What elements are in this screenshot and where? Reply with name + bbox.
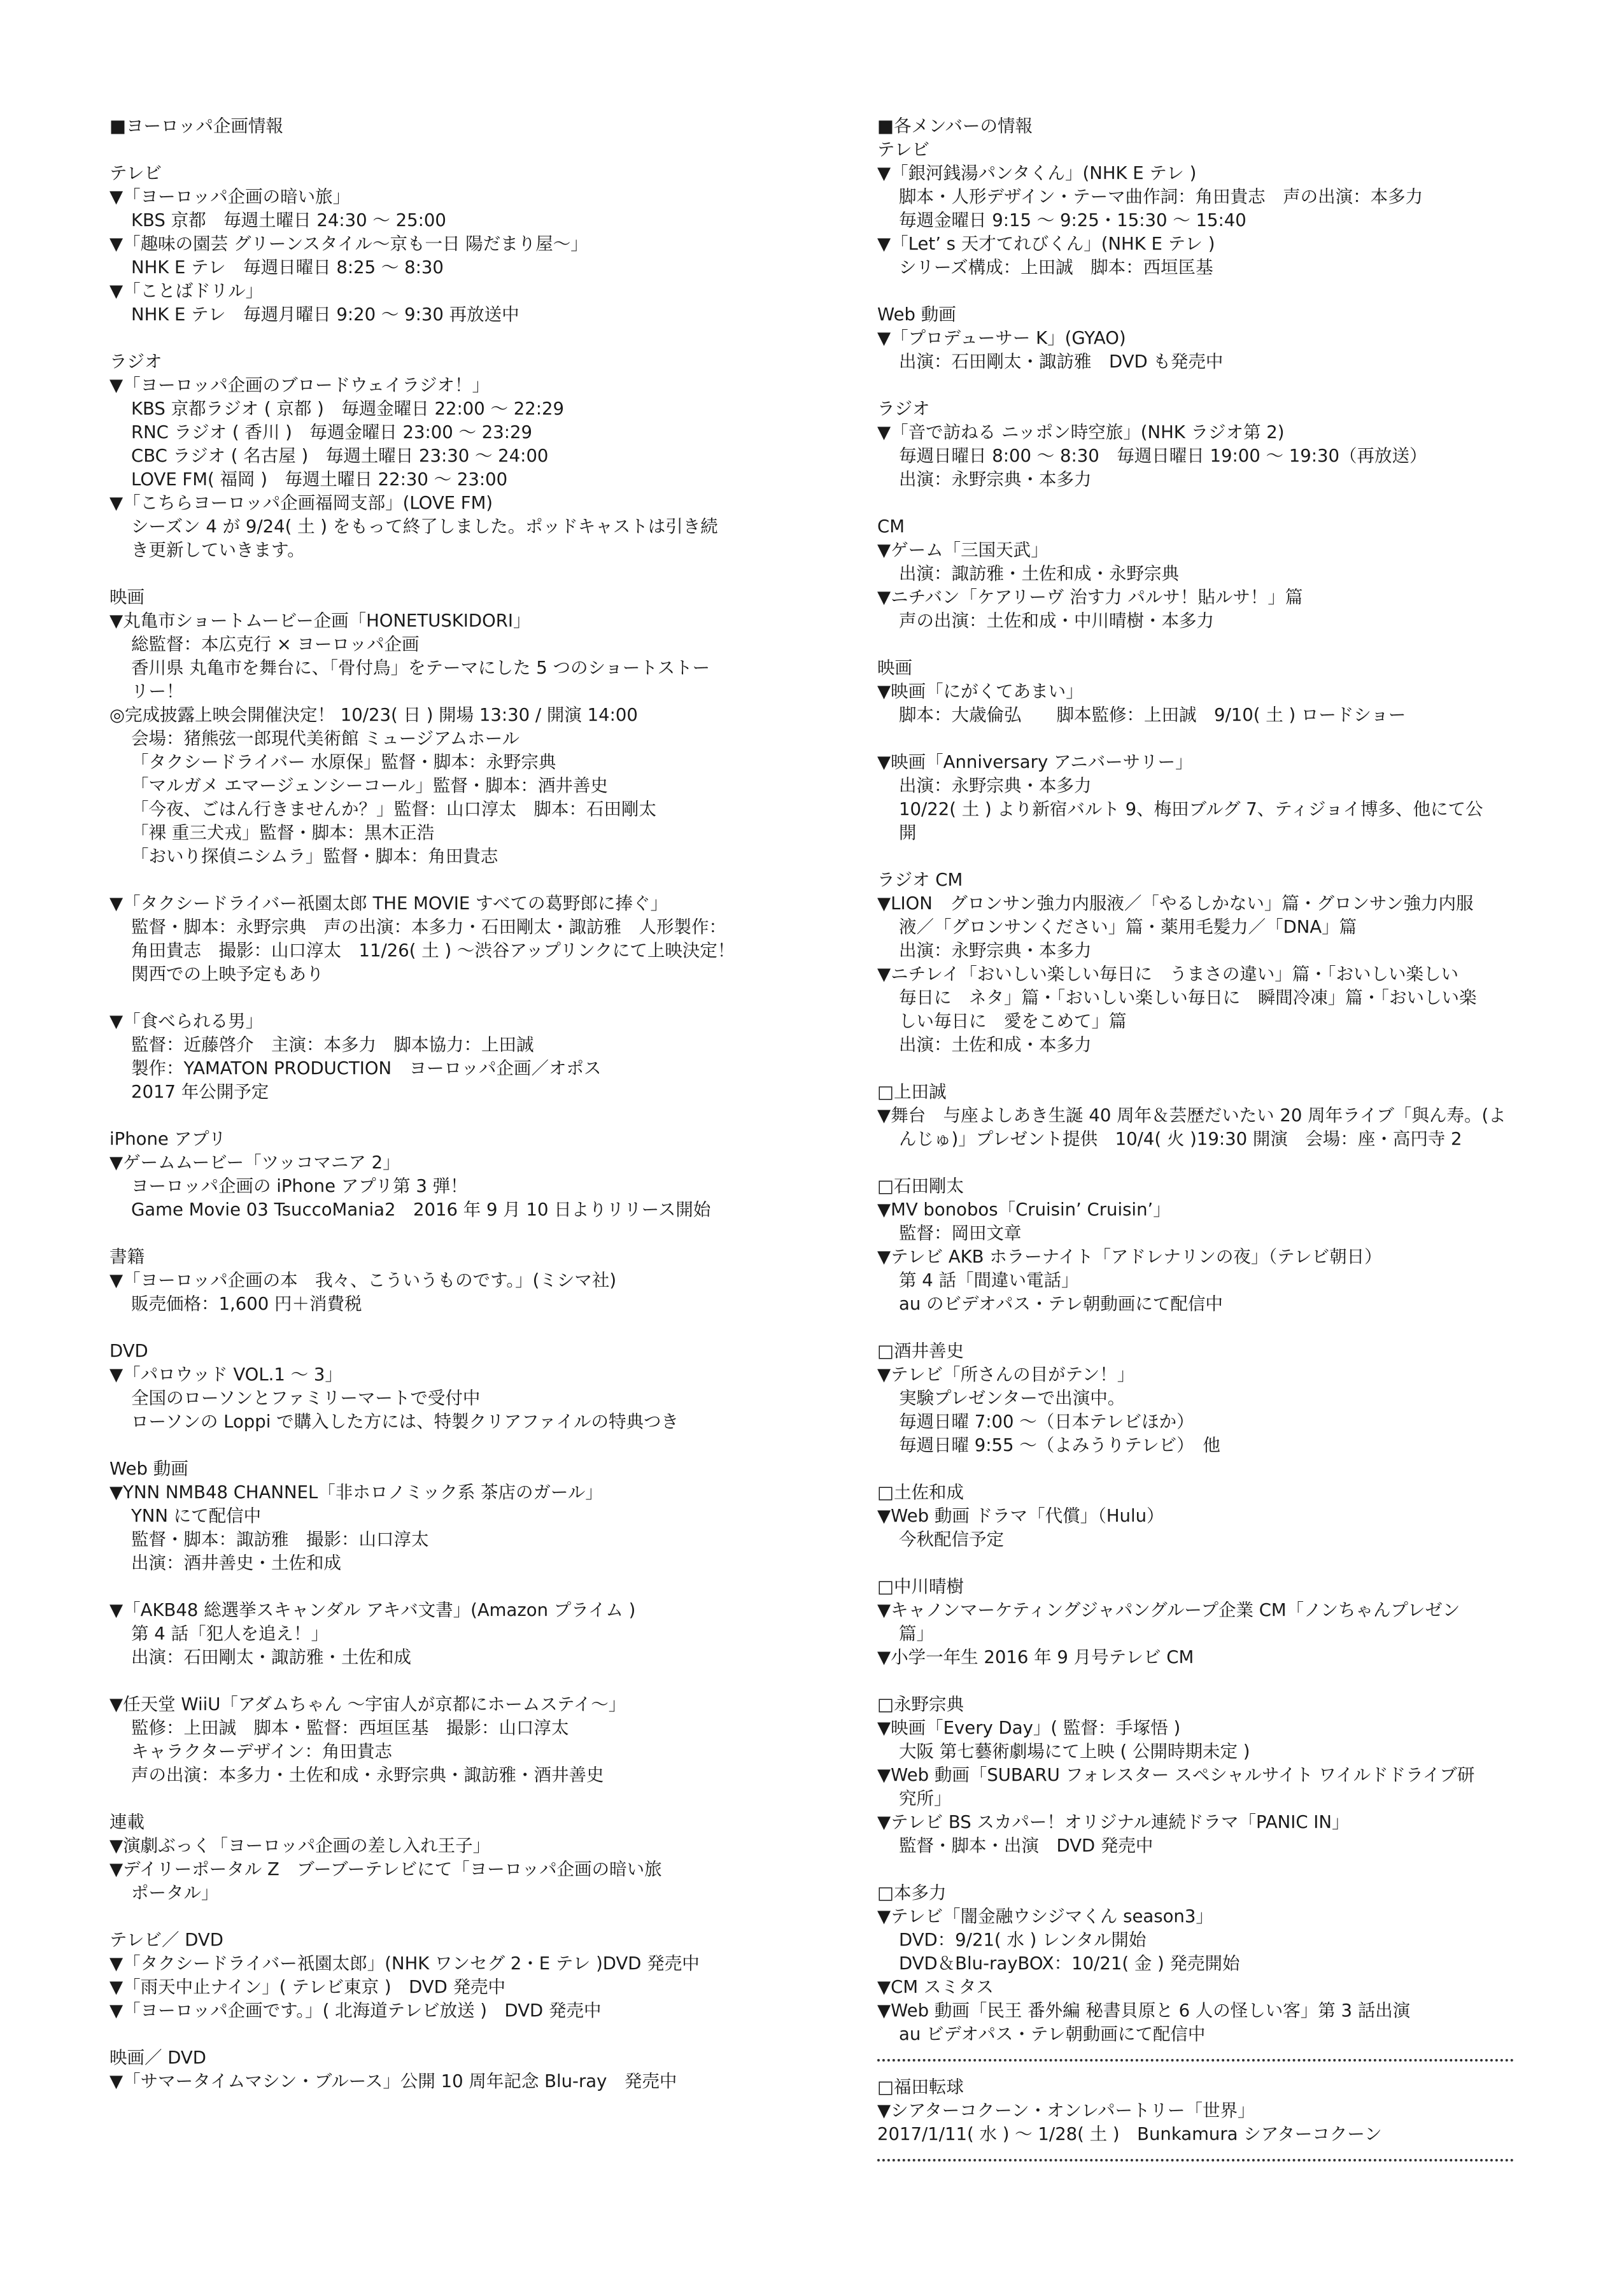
item-heading: ▼「Let’ s 天才てれびくん」(NHK E テレ ): [877, 234, 1215, 254]
text-line: 出演：石田剛太・諏訪雅・土佐和成: [131, 1647, 411, 1667]
text-line: 全国のローソンとファミリーマートで受付中: [131, 1388, 481, 1408]
text-line: 香川県 丸亀市を舞台に、「骨付鳥」をテーマにした 5 つのショートストー: [131, 658, 710, 678]
item-heading: ▼演劇ぶっく「ヨーロッパ企画の差し入れ王子」: [109, 1836, 491, 1856]
member-heading: □土佐和成: [877, 1482, 964, 1503]
text-line: au のビデオパス・テレ朝動画にて配信中: [899, 1294, 1223, 1314]
text-line: ローソンの Loppi で購入した方には、特製クリアファイルの特典つき: [131, 1411, 679, 1432]
item-heading: ▼舞台 与座よしあき生誕 40 周年＆芸歴だいたい 20 周年ライブ「與ん寿。(よ: [877, 1105, 1506, 1126]
member-heading: □石田剛太: [877, 1176, 964, 1196]
text-line: NHK E テレ 毎週月曜日 9:20 ～ 9:30 再放送中: [131, 304, 519, 325]
text-line: 開: [899, 823, 917, 843]
member-info-column: [877, 115, 1539, 2175]
text-line: 「タクシードライバー 水原保」監督・脚本：永野宗典: [131, 752, 556, 772]
item-heading: ▼テレビ AKB ホラーナイト「アドレナリンの夜」（テレビ朝日）: [877, 1247, 1382, 1267]
text-line: 出演：諏訪雅・土佐和成・永野宗典: [899, 563, 1179, 584]
category-heading: テレビ: [109, 163, 162, 183]
item-heading: ▼テレビ「所さんの目がテン！」: [877, 1364, 1135, 1385]
spacer: [877, 374, 1539, 397]
text-line: 出演：酒井善史・土佐和成: [131, 1553, 341, 1573]
text-line: 実験プレゼンターで出演中。: [899, 1388, 1126, 1408]
text-line: au ビデオパス・テレ朝動画にて配信中: [899, 2024, 1206, 2044]
member-heading: □福田転球: [877, 2077, 964, 2097]
item-heading: ▼「ヨーロッパ企画の本 我々、こういうものです。」(ミシマ社): [109, 1270, 617, 1291]
item-heading: ▼MV bonobos「Cruisin’ Cruisin’」: [877, 1199, 1171, 1220]
text-line: 今秋配信予定: [899, 1529, 1004, 1550]
text-line: 篇」: [899, 1624, 934, 1644]
text-line: DVD：9/21( 水 ) レンタル開始: [899, 1930, 1147, 1950]
text-line: RNC ラジオ ( 香川 ) 毎週金曜日 23:00 ～ 23:29: [131, 422, 533, 442]
text-line: 毎週金曜日 9:15 ～ 9:25・15:30 ～ 15:40: [899, 210, 1246, 230]
text-line: 出演：永野宗典・本多力: [899, 940, 1092, 961]
spacer: [877, 492, 1539, 515]
text-line: 監修：上田誠 脚本・監督：西垣匡基 撮影：山口淳太: [131, 1718, 569, 1738]
item-heading: ▼ニチバン「ケアリーヴ 治す力 パルサ！貼ルサ！」篇: [877, 587, 1303, 607]
member-heading: □本多力: [877, 1883, 947, 1903]
text-line: き更新していきます。: [131, 540, 305, 560]
item-heading: ▼ニチレイ「おいしい楽しい毎日に うまさの違い」篇・「おいしい楽しい: [877, 964, 1458, 984]
text-line: 監督・脚本：永野宗典 声の出演：本多力・石田剛太・諏訪雅 人形製作：: [131, 917, 726, 937]
text-line: 「裸 重三犬戎」監督・脚本：黒木正浩: [131, 823, 435, 843]
spacer: [109, 1434, 823, 1457]
category-heading: 2017/1/11( 水 ) ～ 1/28( 土 ) Bunkamura シアターコクーン: [877, 2124, 1382, 2144]
category-heading: 映画: [109, 587, 145, 607]
spacer: [877, 1669, 1539, 1693]
item-heading: ▼テレビ「闇金融ウシジマくん season3」: [877, 1906, 1213, 1927]
spacer: [109, 138, 823, 162]
section-title: ■ヨーロッパ企画情報: [109, 116, 283, 136]
spacer: [877, 279, 1539, 303]
item-heading: ▼Web 動画「SUBARU フォレスター スペシャルサイト ワイルドドライブ研: [877, 1765, 1475, 1785]
text-line: 「今夜、ごはん行きませんか？」監督：山口淳太 脚本：石田剛太: [131, 799, 656, 819]
text-line: 監督：近藤啓介 主演：本多力 脚本協力：上田誠: [131, 1035, 534, 1055]
text-line: 毎週日曜日 8:00 ～ 8:30 毎週日曜日 19:00 ～ 19:30（再放送）: [899, 446, 1427, 466]
text-line: 出演：土佐和成・本多力: [899, 1035, 1092, 1055]
text-line: 毎週日曜 7:00 ～（日本テレビほか）: [899, 1411, 1194, 1432]
text-line: 角田貴志 撮影：山口淳太 11/26( 土 ) ～渋谷アップリンクにて上映決定！: [131, 940, 735, 961]
text-line: 第 4 話「犯人を追え！」: [131, 1624, 328, 1644]
category-heading: Web 動画: [877, 304, 956, 325]
text-line: 究所」: [899, 1788, 952, 1809]
text-line: DVD＆Blu-rayBOX：10/21( 金 ) 発売開始: [899, 1953, 1240, 1974]
spacer: [877, 1316, 1539, 1340]
text-line: 関西での上映予定もあり: [131, 964, 324, 984]
item-heading: ▼デイリーポータル Z ブーブーテレビにて「ヨーロッパ企画の暗い旅: [109, 1859, 662, 1879]
category-heading: 書籍: [109, 1247, 145, 1267]
category-heading: テレビ: [877, 139, 929, 160]
text-line: 監督・脚本：諏訪雅 撮影：山口淳太: [131, 1529, 429, 1550]
spacer: [877, 1552, 1539, 1575]
item-heading: ▼「ことばドリル」: [109, 281, 264, 301]
item-heading: ▼シアターコクーン・オンレパートリー「世界」: [877, 2100, 1255, 2121]
item-heading: ▼「タクシードライバー祇園太郎 THE MOVIE すべての葛野郎に捧ぐ」: [109, 893, 668, 914]
text-line: 出演：石田剛太・諏訪雅 DVD も発売中: [899, 351, 1224, 372]
text-line: 「マルガメ エマージェンシーコール」監督・脚本：酒井善史: [131, 775, 608, 796]
spacer: [109, 1669, 823, 1693]
text-line: キャラクターデザイン：角田貴志: [131, 1741, 393, 1762]
text-line: 脚本・人形デザイン・テーマ曲作詞：角田貴志 声の出演：本多力: [899, 187, 1423, 207]
category-heading: テレビ／ DVD: [109, 1930, 223, 1950]
item-heading: ▼YNN NMB48 CHANNEL「非ホロノミック系 茶店のガール」: [109, 1482, 603, 1503]
spacer: [109, 1222, 823, 1245]
item-heading: ▼「ヨーロッパ企画の暗い旅」: [109, 187, 351, 207]
dotted-divider: [877, 2059, 1514, 2062]
text-line: 販売価格：1,600 円＋消費税: [131, 1294, 362, 1314]
item-heading: ▼小学一年生 2016 年 9 月号テレビ CM: [877, 1647, 1194, 1667]
dotted-divider: [877, 2159, 1514, 2161]
spacer: [109, 562, 823, 586]
text-line: 「おいり探偵ニシムラ」監督・脚本：角田貴志: [131, 846, 498, 867]
item-heading: ▼Web 動画 ドラマ「代償」（Hulu）: [877, 1506, 1164, 1526]
text-line: 10/22( 土 ) より新宿バルト 9、梅田ブルグ 7、ティジョイ博多、他にて公: [899, 799, 1483, 819]
spacer: [109, 327, 823, 350]
text-line: 監督・脚本・出演 DVD 発売中: [899, 1836, 1154, 1856]
spacer: [109, 1787, 823, 1811]
item-heading: ▼ゲーム「三国天武」: [877, 540, 1049, 560]
text-line: シーズン 4 が 9/24( 土 ) をもって終了しました。ポッドキャストは引き続: [131, 516, 718, 537]
item-heading: ▼「こちらヨーロッパ企画福岡支部」(LOVE FM): [109, 493, 493, 513]
item-heading: ▼「AKB48 総選挙スキャンダル アキバ文書」(Amazon プライム ): [109, 1600, 636, 1620]
item-heading: ▼「タクシードライバー祇園太郎」(NHK ワンセグ 2・E テレ )DVD 発売中: [109, 1953, 700, 1974]
spacer: [877, 633, 1539, 656]
item-heading: ▼「銀河銭湯パンタくん」(NHK E テレ ): [877, 163, 1197, 183]
text-line: んじゅ)」プレゼント提供 10/4( 火 )19:30 開演 会場：座・高円寺 2: [899, 1129, 1462, 1149]
spacer: [109, 986, 823, 1010]
item-heading: ▼テレビ BS スカパー！オリジナル連続ドラマ「PANIC IN」: [877, 1812, 1350, 1832]
item-heading: ▼ゲームムービー「ツッコマニア 2」: [109, 1152, 400, 1173]
text-line: 出演：永野宗典・本多力: [899, 469, 1092, 490]
text-line: リー！: [131, 681, 184, 702]
item-heading: ▼Web 動画「民王 番外編 秘書貝原と 6 人の怪しい客」第 3 話出演: [877, 2000, 1411, 2021]
text-line: 出演：永野宗典・本多力: [899, 775, 1092, 796]
member-heading: □上田誠: [877, 1082, 947, 1102]
item-heading: ▼CM スミタス: [877, 1977, 994, 1997]
category-heading: 連載: [109, 1812, 145, 1832]
text-line: Game Movie 03 TsuccoMania2 2016 年 9 月 10 日よりリリース開始: [131, 1199, 711, 1220]
text-line: ヨーロッパ企画の iPhone アプリ第 3 弾！: [131, 1176, 468, 1196]
text-line: KBS 京都ラジオ ( 京都 ) 毎週金曜日 22:00 ～ 22:29: [131, 399, 565, 419]
text-line: 声の出演：本多力・土佐和成・永野宗典・諏訪雅・酒井善史: [131, 1765, 604, 1785]
item-heading: ▼映画「にがくてあまい」: [877, 681, 1084, 702]
spacer: [877, 727, 1539, 751]
text-line: LOVE FM( 福岡 ) 毎週土曜日 22:30 ～ 23:00: [131, 469, 508, 490]
member-heading: □酒井善史: [877, 1341, 964, 1361]
text-line: 声の出演：土佐和成・中川晴樹・本多力: [899, 611, 1214, 631]
item-heading: ▼LION グロンサン強力内服液／「やるしかない」篇・グロンサン強力内服: [877, 893, 1474, 914]
text-line: YNN にて配信中: [131, 1506, 262, 1526]
item-heading: ▼「音で訪ねる ニッポン時空旅」(NHK ラジオ第 2): [877, 422, 1285, 442]
category-heading: ◎完成披露上映会開催決定！ 10/23( 日 ) 開場 13:30 / 開演 14:00: [109, 705, 638, 725]
item-heading: ▼「食べられる男」: [109, 1011, 264, 1031]
text-line: ポータル」: [131, 1883, 219, 1903]
spacer: [109, 1905, 823, 1928]
spacer: [109, 1104, 823, 1128]
text-line: 大阪 第七藝術劇場にて上映 ( 公開時期未定 ): [899, 1741, 1250, 1762]
item-heading: ▼キャノンマーケティングジャパングループ企業 CM「ノンちゃんプレゼン: [877, 1600, 1460, 1620]
item-heading: ▼「雨天中止ナイン」( テレビ東京 ) DVD 発売中: [109, 1977, 506, 1997]
item-heading: ▼「ヨーロッパ企画です。」( 北海道テレビ放送 ) DVD 発売中: [109, 2000, 602, 2021]
item-heading: ▼「パロウッド VOL.1 ～ 3」: [109, 1364, 342, 1385]
text-line: 第 4 話「間違い電話」: [899, 1270, 1079, 1291]
item-heading: ▼「サマータイムマシン・ブルース」公開 10 周年記念 Blu-ray 発売中: [109, 2071, 677, 2091]
member-heading: □中川晴樹: [877, 1576, 964, 1597]
spacer: [109, 868, 823, 892]
text-line: 製作：YAMATON PRODUCTION ヨーロッパ企画／オポス: [131, 1058, 602, 1079]
category-heading: Web 動画: [109, 1459, 188, 1479]
category-heading: 映画／ DVD: [109, 2048, 206, 2068]
text-line: NHK E テレ 毎週日曜日 8:25 ～ 8:30: [131, 257, 444, 278]
text-line: 総監督：本広克行 × ヨーロッパ企画: [131, 634, 420, 654]
spacer: [877, 1151, 1539, 1175]
text-line: 脚本：大歳倫弘 脚本監修：上田誠 9/10( 土 ) ロードショー: [899, 705, 1406, 725]
category-heading: CM: [877, 516, 905, 537]
category-heading: ラジオ CM: [877, 870, 963, 890]
spacer: [877, 845, 1539, 868]
item-heading: ▼丸亀市ショートムービー企画「HONETUSKIDORI」: [109, 611, 531, 631]
member-heading: □永野宗典: [877, 1694, 964, 1715]
text-line: 毎週日曜 9:55 ～（よみうりテレビ） 他: [899, 1435, 1220, 1455]
text-line: 会場：猪熊弦一郎現代美術館 ミュージアムホール: [131, 728, 520, 749]
item-heading: ▼映画「Every Day」( 監督：手塚悟 ): [877, 1718, 1181, 1738]
item-heading: ▼「ヨーロッパ企画のブロードウェイラジオ！」: [109, 375, 490, 395]
item-heading: ▼映画「Anniversary アニバーサリー」: [877, 752, 1193, 772]
spacer: [109, 1575, 823, 1599]
text-line: シリーズ構成：上田誠 脚本：西垣匡基: [899, 257, 1213, 278]
item-heading: ▼任天堂 WiiU「アダムちゃん ～宇宙人が京都にホームステイ～」: [109, 1694, 626, 1715]
text-line: 液／「グロンサンください」篇・薬用毛髪力／「DNA」篇: [899, 917, 1357, 937]
spacer: [877, 1858, 1539, 1881]
category-heading: ラジオ: [877, 399, 930, 419]
text-line: 監督：岡田文章: [899, 1223, 1022, 1243]
europe-kikaku-info-column: [109, 115, 823, 2093]
text-line: CBC ラジオ ( 名古屋 ) 毎週土曜日 23:30 ～ 24:00: [131, 446, 549, 466]
item-heading: ▼「プロデューサー K」(GYAO): [877, 328, 1126, 348]
text-line: 毎日に ネタ」篇・「おいしい楽しい毎日に 瞬間冷凍」篇・「おいしい楽: [899, 987, 1477, 1008]
text-line: KBS 京都 毎週土曜日 24:30 ～ 25:00: [131, 210, 446, 230]
text-line: 2017 年公開予定: [131, 1082, 269, 1102]
spacer: [877, 1457, 1539, 1481]
category-heading: DVD: [109, 1341, 148, 1361]
spacer: [109, 1316, 823, 1340]
category-heading: iPhone アプリ: [109, 1129, 226, 1149]
category-heading: 映画: [877, 658, 912, 678]
section-title: ■各メンバーの情報: [877, 116, 1033, 136]
item-heading: ▼「趣味の園芸 グリーンスタイル～京も一日 陽だまり屋～」: [109, 234, 588, 254]
spacer: [877, 1057, 1539, 1080]
text-line: しい毎日に 愛をこめて」篇: [899, 1011, 1127, 1031]
category-heading: ラジオ: [109, 351, 162, 372]
spacer: [109, 2023, 823, 2046]
